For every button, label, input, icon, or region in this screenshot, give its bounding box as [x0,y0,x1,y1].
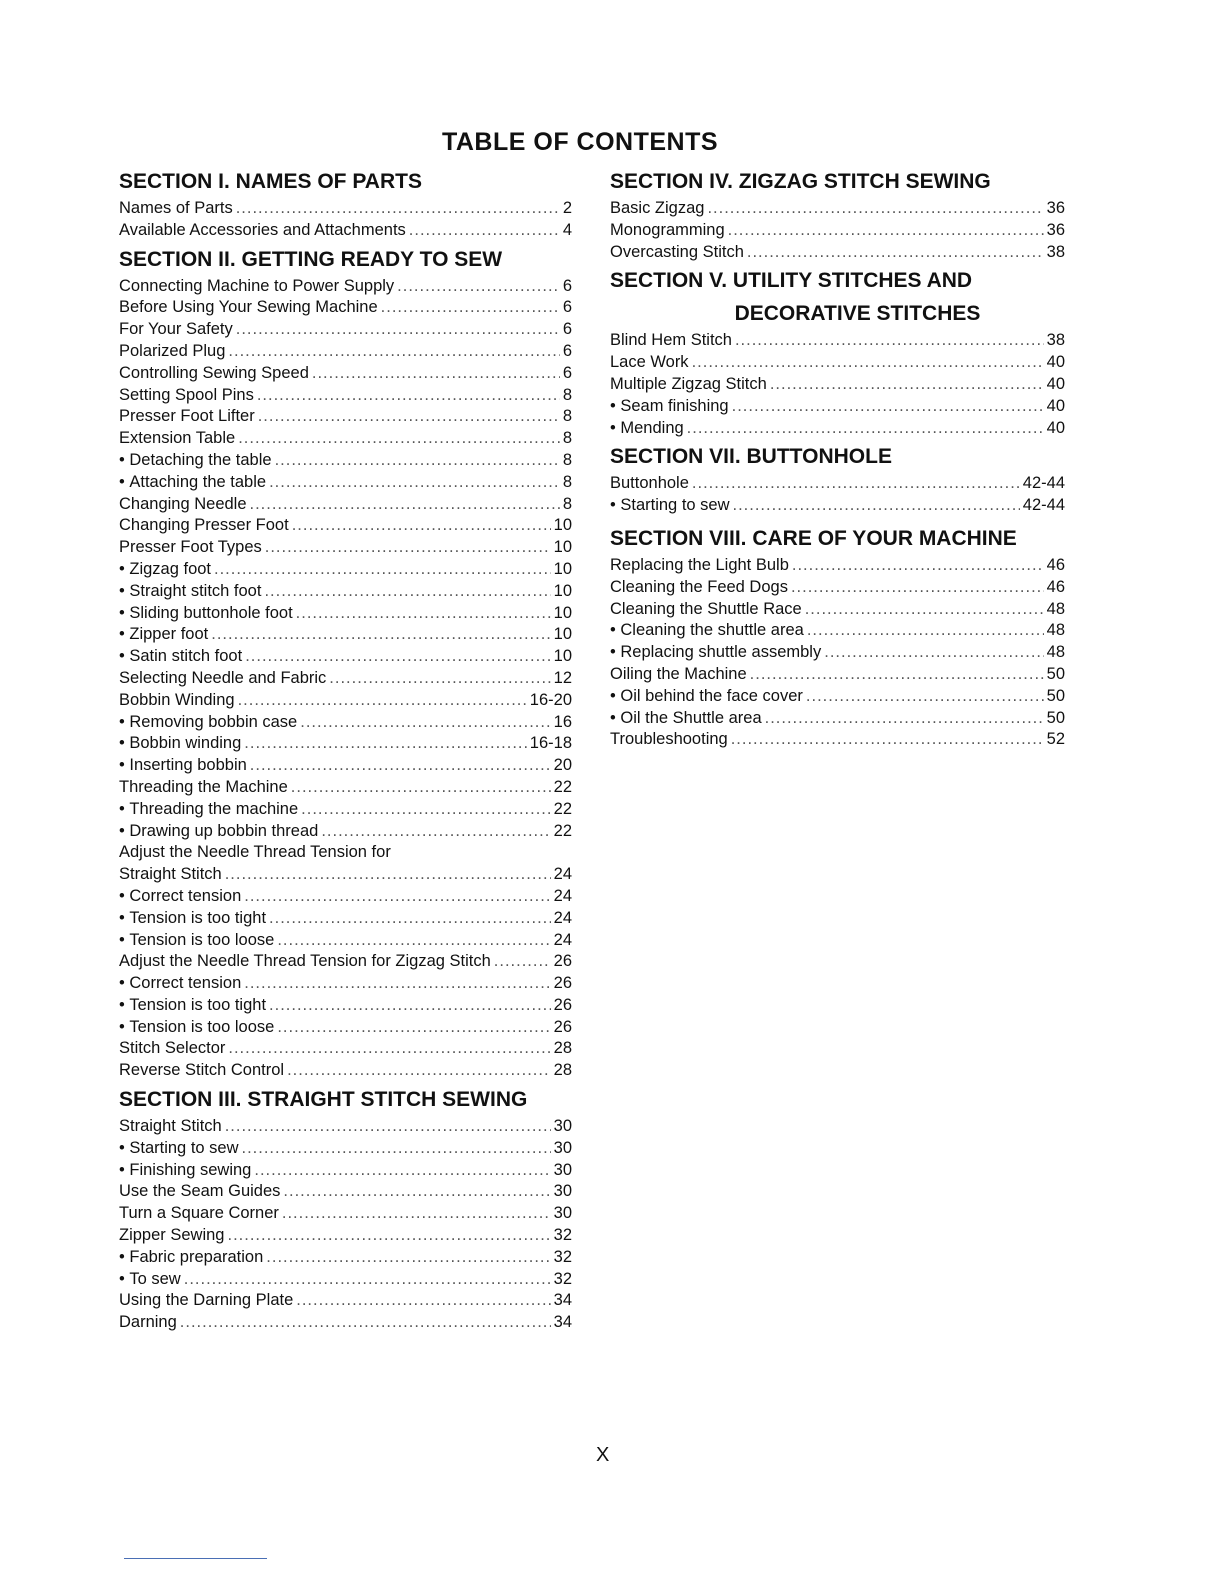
toc-entry-page: 6 [562,341,572,360]
toc-entry-page: 30 [553,1160,572,1179]
toc-entry-page: 36 [1046,220,1065,239]
toc-entry-page: 6 [562,298,572,317]
section-5-heading-line-2: DECORATIVE STITCHES [734,302,981,326]
toc-entry[interactable] [119,581,572,603]
toc-entry[interactable] [119,537,572,559]
toc-entry[interactable] [119,1203,572,1225]
toc-entry-label: Buttonhole [610,474,689,493]
toc-entry-page: 36 [1046,199,1065,217]
toc-entry[interactable] [119,995,572,1017]
toc-entry-label: • Oil the Shuttle area [610,708,762,730]
toc-entry-label: • Correct tension [119,973,241,995]
toc-entry-label: Use the Seam Guides [119,1182,281,1201]
section-5-list [610,330,1065,439]
toc-entry[interactable] [119,276,572,298]
toc-entry-label: Zipper Sewing [119,1226,225,1245]
toc-entry-page: 26 [553,1017,572,1036]
toc-entry[interactable] [119,886,572,908]
toc-entry-label: Available Accessories and Attachments [119,220,406,239]
toc-entry-label: Selecting Needle and Fabric [119,668,327,687]
toc-entry-page: 10 [553,516,572,535]
toc-entry-label: Using the Darning Plate [119,1291,294,1310]
toc-entry[interactable] [119,864,572,886]
toc-entry[interactable] [610,599,1065,621]
toc-entry-label: • Starting to sew [119,1138,239,1160]
toc-entry-page: 16 [553,712,572,731]
toc-entry[interactable] [119,363,572,385]
toc-entry-label: • Tension is too tight [119,995,266,1017]
toc-entry-page: 16-18 [529,734,572,753]
toc-entry-page: 50 [1046,686,1065,705]
toc-entry[interactable] [119,755,572,777]
toc-entry-page: 40 [1046,396,1065,415]
toc-entry-page: 46 [1046,577,1065,596]
toc-entry[interactable] [610,642,1065,664]
toc-entry-label: • Correct tension [119,886,241,908]
section-8-heading: SECTION VIII. CARE OF YOUR MACHINE [610,526,1017,550]
toc-entry-page: 30 [553,1138,572,1157]
toc-entry-label: • Satin stitch foot [119,646,242,668]
toc-entry-label: • Seam finishing [610,396,729,418]
toc-entry-page: 8 [562,472,572,491]
toc-entry-label: • To sew [119,1269,181,1291]
section-7-heading: SECTION VII. BUTTONHOLE [610,445,892,469]
toc-entry[interactable] [119,733,572,755]
toc-entry[interactable] [119,603,572,625]
section-7-list [610,473,1065,517]
toc-entry[interactable] [119,624,572,646]
toc-entry[interactable] [119,908,572,930]
toc-entry-page: 8 [562,407,572,426]
toc-entry[interactable] [610,729,1065,751]
toc-entry-label: • Replacing shuttle assembly [610,642,821,664]
toc-entry-page: 42-44 [1022,496,1065,515]
toc-entry[interactable] [119,1160,572,1182]
toc-entry-page: 8 [562,385,572,404]
toc-entry[interactable] [119,220,572,242]
toc-entry-label: Turn a Square Corner [119,1204,279,1223]
toc-entry-page: 38 [1046,331,1065,350]
toc-entry-label: Cleaning the Feed Dogs [610,577,788,596]
toc-entry[interactable] [119,319,572,341]
toc-entry-label: • Zipper foot [119,624,208,646]
toc-entry[interactable] [119,341,572,363]
toc-entry-label: Setting Spool Pins [119,385,254,404]
toc-entry-page: 26 [553,952,572,971]
toc-entry-page: 32 [553,1226,572,1245]
toc-entry-page: 2 [562,199,572,217]
toc-entry-label: Polarized Plug [119,341,226,360]
toc-entry-label: Before Using Your Sewing Machine [119,298,378,317]
toc-entry-page: 22 [553,777,572,796]
toc-entry[interactable] [119,428,572,450]
toc-entry-page: 40 [1046,418,1065,437]
toc-entry[interactable] [610,242,1065,264]
toc-entry[interactable] [610,418,1065,440]
toc-entry-label: • Cleaning the shuttle area [610,620,804,642]
toc-entry[interactable] [119,494,572,516]
toc-entry-label: Monogramming [610,220,725,239]
toc-entry[interactable] [119,646,572,668]
toc-entry-label: Connecting Machine to Power Supply [119,276,395,295]
toc-entry-label: • Oil behind the face cover [610,686,803,708]
toc-entry-label: • Finishing sewing [119,1160,251,1182]
toc-entry[interactable] [119,690,572,712]
toc-entry-label: • Starting to sew [610,495,730,517]
toc-entry[interactable] [119,777,572,799]
section-2-list [119,276,572,1082]
toc-entry-label: For Your Safety [119,320,233,339]
toc-entry-label: Oiling the Machine [610,664,747,683]
toc-entry[interactable] [119,1116,572,1138]
toc-entry-label: Presser Foot Lifter [119,407,255,426]
toc-entry[interactable] [119,668,572,690]
toc-entry-page: 40 [1046,374,1065,393]
toc-entry-label: Lace Work [610,353,689,372]
toc-entry-page: 8 [562,494,572,513]
toc-entry[interactable] [119,1017,572,1039]
page-title: TABLE OF CONTENTS [441,128,719,156]
toc-entry[interactable] [119,1290,572,1312]
toc-entry[interactable] [119,559,572,581]
toc-entry-page: 10 [553,625,572,644]
toc-entry-page: 50 [1046,708,1065,727]
toc-entry[interactable] [610,495,1065,517]
toc-entry-page: 28 [553,1039,572,1058]
toc-entry-label: Basic Zigzag [610,199,705,217]
toc-entry-page: 50 [1046,664,1065,683]
toc-entry-page: 22 [553,821,572,840]
toc-entry[interactable] [610,220,1065,242]
toc-entry-page: 28 [553,1061,572,1080]
toc-entry-page: 10 [553,538,572,557]
toc-entry-page: 30 [553,1117,572,1136]
toc-entry-label: Troubleshooting [610,730,728,749]
toc-entry-page: 24 [553,886,572,905]
toc-entry[interactable] [610,620,1065,642]
toc-entry[interactable] [119,799,572,821]
toc-entry-label: Threading the Machine [119,777,288,796]
toc-entry-page: 16-20 [529,690,572,709]
toc-entry-label: Multiple Zigzag Stitch [610,374,767,393]
toc-entry[interactable] [610,396,1065,418]
toc-entry[interactable] [610,330,1065,352]
toc-entry[interactable] [610,664,1065,686]
toc-entry[interactable] [119,406,572,428]
toc-entry-label: Stitch Selector [119,1039,226,1058]
toc-entry-page: 20 [553,756,572,775]
toc-entry[interactable] [119,930,572,952]
toc-entry-label: • Sliding buttonhole foot [119,603,293,625]
toc-entry-label: Straight Stitch [119,865,222,884]
toc-entry-label: Changing Presser Foot [119,516,289,535]
toc-entry[interactable] [610,686,1065,708]
section-4-heading: SECTION IV. ZIGZAG STITCH SEWING [610,170,991,193]
toc-entry-page: 38 [1046,242,1065,261]
section-3-heading: SECTION III. STRAIGHT STITCH SEWING [119,1088,528,1112]
toc-entry-label: • Bobbin winding [119,733,241,755]
toc-entry-label: • Fabric preparation [119,1247,263,1269]
toc-entry-page: 34 [553,1313,572,1332]
toc-entry-label: • Tension is too tight [119,908,266,930]
toc-entry-label: Replacing the Light Bulb [610,555,789,574]
toc-entry-label: Changing Needle [119,494,247,513]
toc-entry-label: • Attaching the table [119,472,266,494]
toc-entry[interactable] [119,973,572,995]
toc-entry-label: Straight Stitch [119,1117,222,1136]
toc-entry-page: 10 [553,647,572,666]
toc-entry[interactable] [610,198,1065,220]
toc-entry-page: 48 [1046,643,1065,662]
toc-entry-label: • Zigzag foot [119,559,211,581]
toc-entry-page: 26 [553,974,572,993]
toc-entry[interactable] [119,712,572,734]
toc-entry[interactable] [610,374,1065,396]
toc-entry-label: Overcasting Stitch [610,242,744,261]
toc-entry[interactable] [119,385,572,407]
toc-entry[interactable] [610,473,1065,495]
section-5-heading-line-1: SECTION V. UTILITY STITCHES AND [610,269,973,293]
toc-entry[interactable] [119,1225,572,1247]
toc-entry-label: • Inserting bobbin [119,755,247,777]
section-1-heading: SECTION I. NAMES OF PARTS [119,170,422,193]
toc-entry-page: 52 [1046,730,1065,749]
toc-entry[interactable] [119,515,572,537]
section-1-list [119,198,572,242]
toc-entry-label: Presser Foot Types [119,538,262,557]
toc-entry-page: 4 [562,220,572,239]
toc-entry[interactable] [119,297,572,319]
page-marker: X [596,1444,610,1466]
toc-entry-label: • Drawing up bobbin thread [119,821,318,843]
toc-entry-label: • Tension is too loose [119,930,274,952]
footer-rule [124,1558,267,1559]
toc-entry[interactable] [119,472,572,494]
toc-entry-page: 48 [1046,621,1065,640]
section-8-list [610,555,1065,751]
right-column [610,168,1065,751]
toc-entry-page: 6 [562,276,572,295]
toc-entry[interactable] [610,555,1065,577]
toc-entry-label: Controlling Sewing Speed [119,363,309,382]
section-5-heading [610,267,1065,328]
toc-entry-page: 32 [553,1247,572,1266]
toc-entry-page: 6 [562,363,572,382]
toc-entry-page: 30 [553,1204,572,1223]
toc-entry-page: 12 [553,668,572,687]
toc-entry-label: • Removing bobbin case [119,712,297,734]
toc-entry[interactable] [119,821,572,843]
toc-entry-label: Adjust the Needle Thread Tension for Zigzag Stitch [119,952,491,971]
toc-entry-page: 8 [562,429,572,448]
toc-entry-label: Darning [119,1313,177,1332]
toc-entry-label: • Tension is too loose [119,1017,274,1039]
toc-entry-label: Bobbin Winding [119,690,235,709]
toc-entry[interactable] [119,951,572,973]
toc-entry-page: 24 [553,930,572,949]
toc-entry-page: 32 [553,1269,572,1288]
toc-entry[interactable] [119,1269,572,1291]
toc-entry[interactable] [119,1247,572,1269]
toc-entry-label: Blind Hem Stitch [610,331,732,350]
toc-entry[interactable] [119,1181,572,1203]
toc-entry-label: Adjust the Needle Thread Tension for [119,843,391,862]
toc-entry-page: 10 [553,581,572,600]
toc-entry-page: 22 [553,799,572,818]
toc-entry[interactable] [610,352,1065,374]
toc-entry-label: • Mending [610,418,684,440]
toc-entry-label: Reverse Stitch Control [119,1061,285,1080]
toc-entry-label: Cleaning the Shuttle Race [610,599,802,618]
toc-entry-page: 26 [553,995,572,1014]
toc-entry-heading-line [119,842,572,864]
toc-entry-page: 6 [562,320,572,339]
toc-entry[interactable] [119,450,572,472]
toc-entry[interactable] [610,708,1065,730]
toc-entry-label: • Threading the machine [119,799,298,821]
toc-entry[interactable] [119,1312,572,1334]
toc-entry-page: 24 [553,908,572,927]
left-column [119,168,572,1334]
toc-entry[interactable] [119,198,572,220]
toc-entry-page: 10 [553,603,572,622]
toc-entry-page: 10 [553,559,572,578]
toc-entry-page: 8 [562,450,572,469]
section-2-heading: SECTION II. GETTING READY TO SEW [119,247,503,271]
toc-entry[interactable] [119,1138,572,1160]
section-3-list [119,1116,572,1334]
toc-entry-page: 48 [1046,599,1065,618]
toc-entry-page: 42-44 [1022,474,1065,493]
toc-entry-page: 40 [1046,353,1065,372]
toc-entry-label: • Straight stitch foot [119,581,261,603]
toc-entry-page: 34 [553,1291,572,1310]
toc-entry-label: Extension Table [119,429,236,448]
toc-entry-label: Names of Parts [119,199,233,217]
toc-entry-page: 46 [1046,555,1065,574]
toc-entry-page: 30 [553,1182,572,1201]
toc-entry[interactable] [119,1038,572,1060]
toc-entry-page: 24 [553,865,572,884]
toc-entry[interactable] [610,577,1065,599]
toc-entry-label: • Detaching the table [119,450,272,472]
toc-entry[interactable] [119,1060,572,1082]
section-4-list [610,198,1065,263]
